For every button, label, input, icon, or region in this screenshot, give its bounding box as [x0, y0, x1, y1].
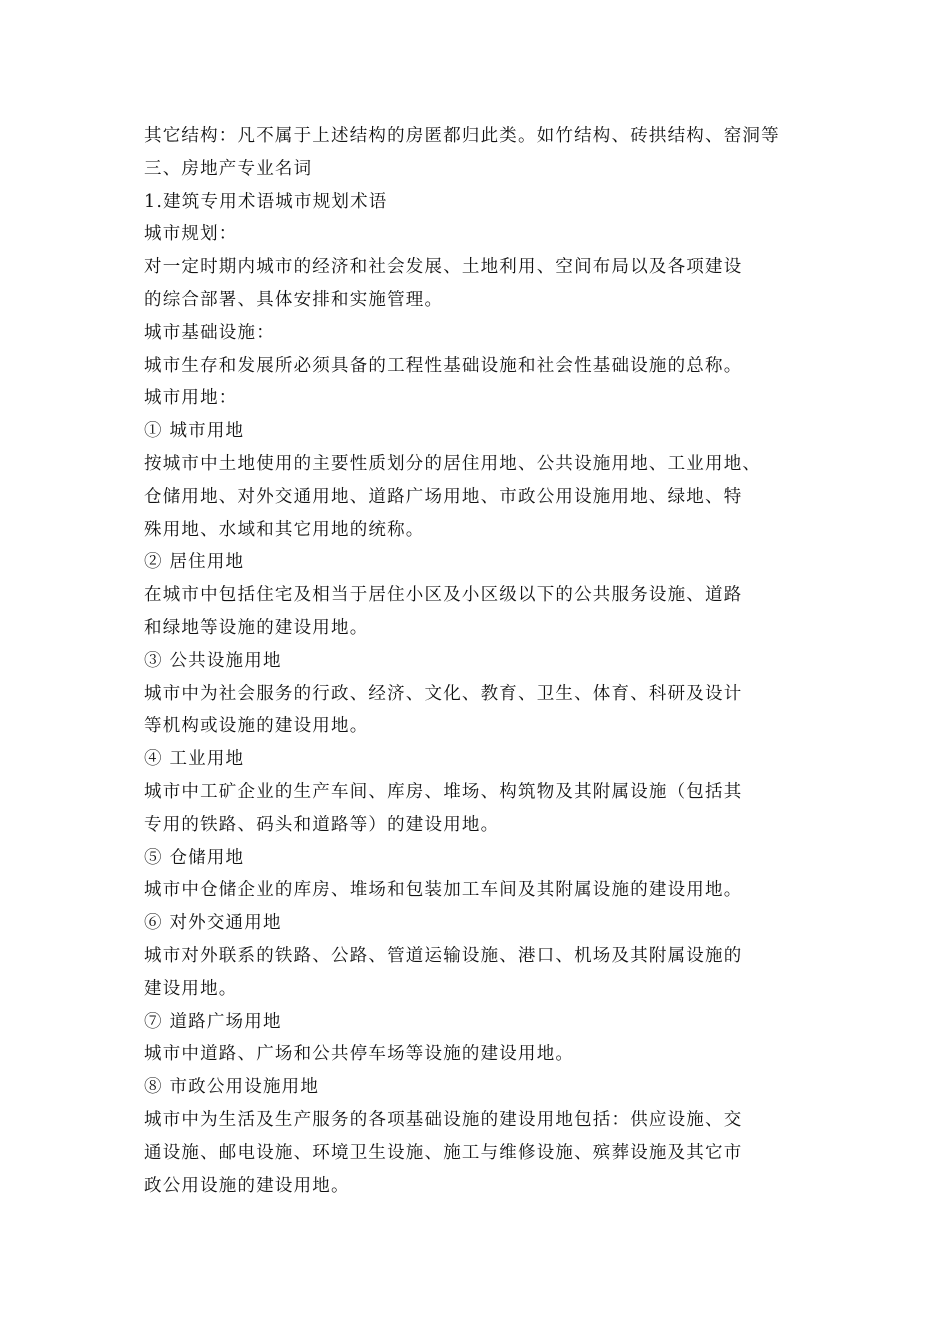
term-heading: 城市基础设施： [144, 322, 275, 343]
text-line: 在城市中包括住宅及相当于居住小区及小区级以下的公共服务设施、道路 [144, 585, 743, 606]
text-line: 城市生存和发展所必须具备的工程性基础设施和社会性基础设施的总称。 [144, 355, 743, 376]
term-heading: 城市规划： [144, 224, 238, 245]
text-line: 等机构或设施的建设用地。 [144, 716, 369, 737]
list-item-heading: ⑦ 道路广场用地 [144, 1011, 282, 1032]
text-line: 通设施、邮电设施、环境卫生设施、施工与维修设施、殡葬设施及其它市 [144, 1142, 743, 1163]
list-item-heading: ⑥ 对外交通用地 [144, 913, 282, 934]
text-line: 城市中道路、广场和公共停车场等设施的建设用地。 [144, 1044, 575, 1065]
text-line: 城市对外联系的铁路、公路、管道运输设施、港口、机场及其附属设施的 [144, 945, 743, 966]
text-line: 对一定时期内城市的经济和社会发展、土地利用、空间布局以及各项建设 [144, 257, 743, 278]
section-heading: 三、房地产专业名词 [144, 158, 313, 179]
list-item-heading: ① 城市用地 [144, 421, 245, 442]
list-item-heading: ⑤ 仓储用地 [144, 847, 245, 868]
list-item-heading: ⑧ 市政公用设施用地 [144, 1077, 320, 1098]
text-line: 其它结构：凡不属于上述结构的房匿都归此类。如竹结构、砖拱结构、窑洞等 [144, 126, 780, 146]
document-body [144, 120, 824, 1202]
text-line: 城市中为生活及生产服务的各项基础设施的建设用地包括：供应设施、交 [144, 1109, 743, 1130]
text-line: 仓储用地、对外交通用地、道路广场用地、市政公用设施用地、绿地、特 [144, 486, 743, 507]
text-line: 建设用地。 [144, 978, 238, 999]
subsection-heading: 1.建筑专用术语城市规划术语 [144, 191, 388, 212]
list-item-heading: ③ 公共设施用地 [144, 650, 282, 671]
text-line: 殊用地、水域和其它用地的统称。 [144, 519, 425, 540]
text-line: 城市中为社会服务的行政、经济、文化、教育、卫生、体育、科研及设计 [144, 683, 743, 704]
text-line: 政公用设施的建设用地。 [144, 1175, 350, 1196]
text-line: 城市中工矿企业的生产车间、库房、堆场、构筑物及其附属设施（包括其 [144, 781, 743, 802]
text-line: 按城市中土地使用的主要性质划分的居住用地、公共设施用地、工业用地、 [144, 453, 762, 474]
text-line: 的综合部署、具体安排和实施管理。 [144, 289, 444, 310]
text-line: 专用的铁路、码头和道路等）的建设用地。 [144, 814, 500, 835]
text-line: 城市中仓储企业的库房、堆场和包装加工车间及其附属设施的建设用地。 [144, 880, 743, 901]
list-item-heading: ④ 工业用地 [144, 749, 245, 770]
term-heading: 城市用地： [144, 388, 238, 409]
list-item-heading: ② 居住用地 [144, 552, 245, 573]
text-line: 和绿地等设施的建设用地。 [144, 617, 369, 638]
